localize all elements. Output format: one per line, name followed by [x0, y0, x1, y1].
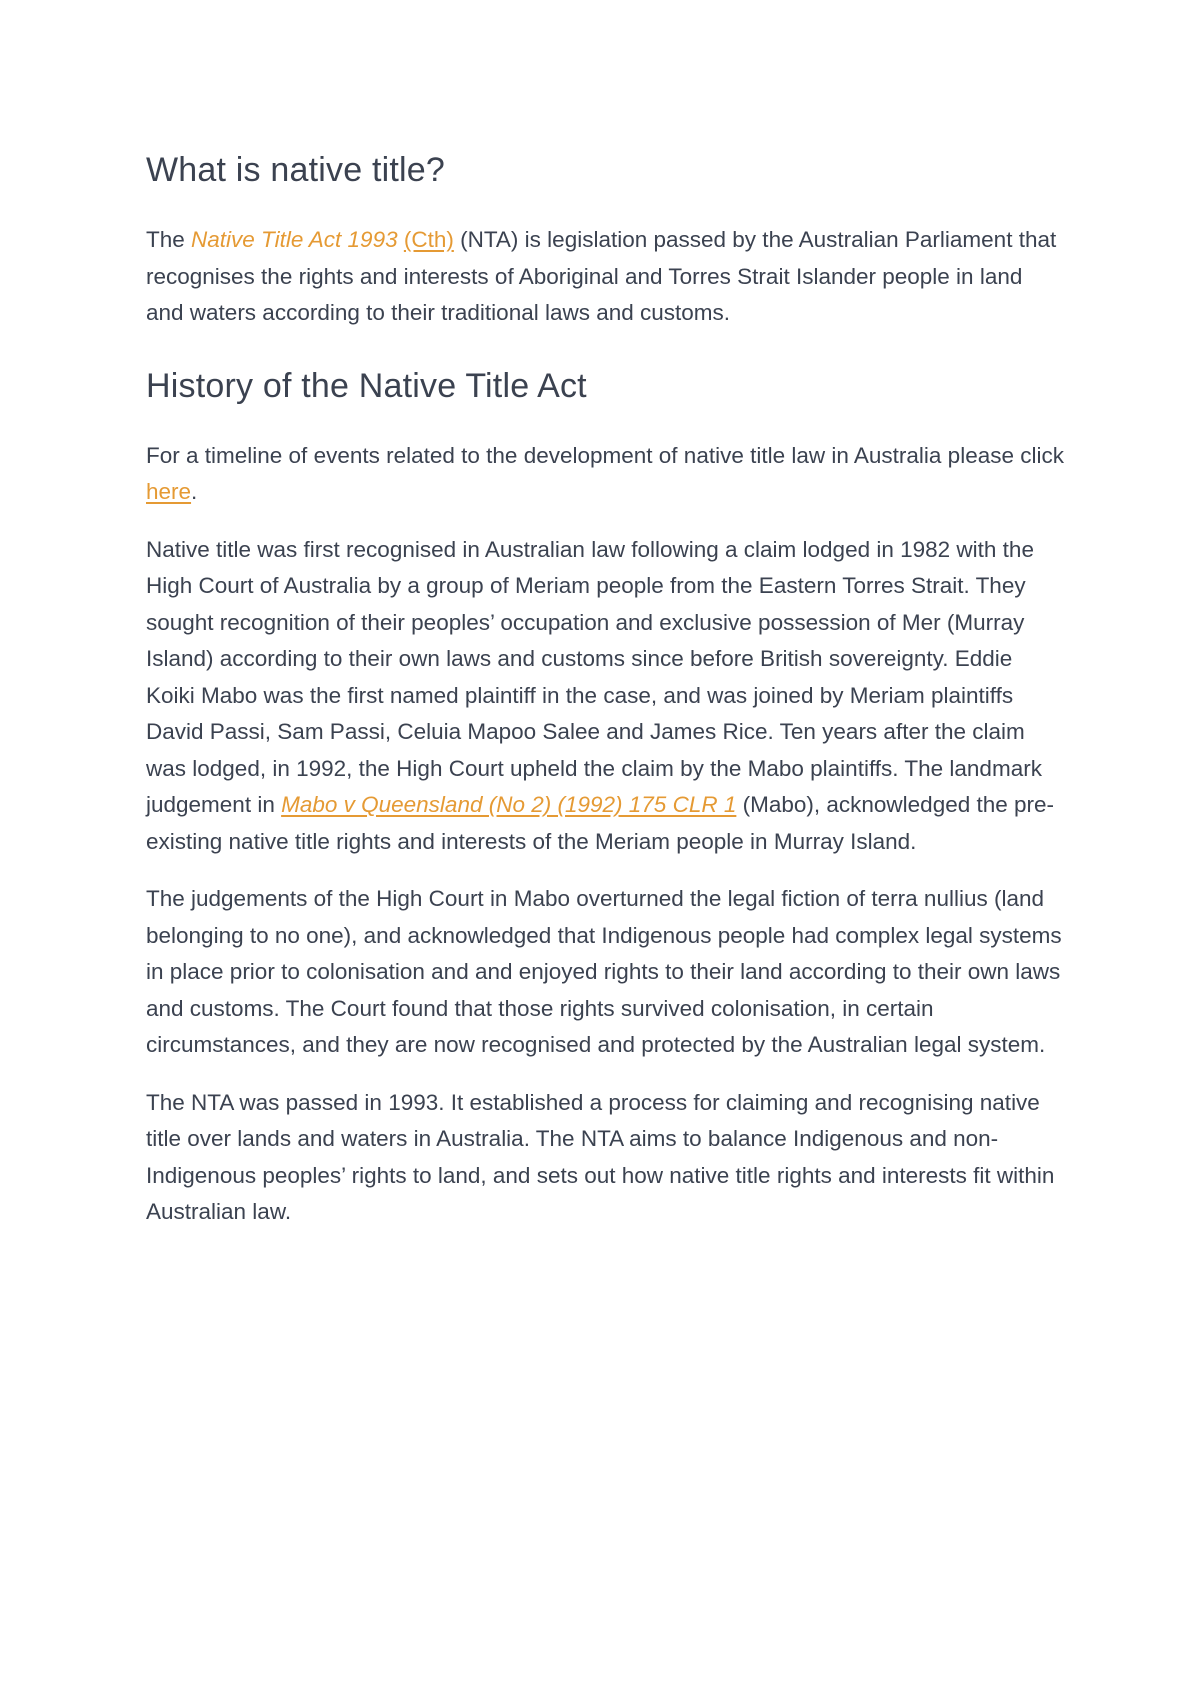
cth-link[interactable]: (Cth): [403, 227, 454, 252]
heading-what-is-native-title: What is native title?: [146, 151, 445, 189]
paragraph-nta-1993: The NTA was passed in 1993. It established a process for claiming and recognising native title over lands and waters in Australia. The NTA aims to balance Indigenous and non-Indigenous peoples’ rights to land, and sets out how native title rights and interests fit within Australian law.: [146, 1089, 1055, 1224]
document-page: [146, 140, 1066, 1231]
paragraph-timeline: [146, 438, 1066, 511]
native-title-act-link[interactable]: Native Title Act 1993: [191, 227, 404, 252]
paragraph-nta-definition: [146, 222, 1066, 332]
paragraph-mabo-history: [146, 532, 1066, 861]
text-period: .: [191, 479, 198, 504]
text-mabo-outcome: (Mabo), acknowledged the pre-existing native title rights and interests of the Meriam people in Murray Island.: [146, 792, 1055, 854]
timeline-here-link[interactable]: here: [146, 479, 192, 504]
text-timeline: For a timeline of events related to the development of native title law in Australia please click: [146, 442, 1064, 468]
text-the: The: [146, 227, 192, 252]
mabo-case-link[interactable]: Mabo v Queensland (No 2) (1992) 175 CLR 1: [281, 792, 737, 817]
heading-history: History of the Native Title Act: [146, 366, 587, 405]
paragraph-terra-nullius: The judgements of the High Court in Mabo overturned the legal fiction of terra nullius (land belonging to no one), and acknowledged that Indigenous people had complex legal systems in place prior to colonisation and and enjoyed rights to their land according to their own laws and customs. The Court found that those rights survived colonisation, in certain circumstances, and they are now recognised and protected by the Australian legal system.: [146, 886, 1062, 1057]
text-nta-definition: (NTA) is legislation passed by the Australian Parliament that recognises the rights and interests of Aboriginal and Torres Strait Islander people in land and waters according to their traditional laws and customs.: [146, 227, 1057, 325]
text-mabo-history: Native title was first recognised in Australian law following a claim lodged in 1982 with the High Court of Australia by a group of Meriam people from the Eastern Torres Strait. They sought recognition of their peoples’ occupation and exclusive possession of Mer (Murray Island) according to their own laws and customs since before British sovereignty. Eddie Koiki Mabo was the first named plaintiff in the case, and was joined by Meriam plaintiffs David Passi, Sam Passi, Celuia Mapoo Salee and James Rice. Ten years after the claim was lodged, in 1992, the High Court upheld the claim by the Mabo plaintiffs. The landmark judgement in: [146, 536, 1042, 817]
